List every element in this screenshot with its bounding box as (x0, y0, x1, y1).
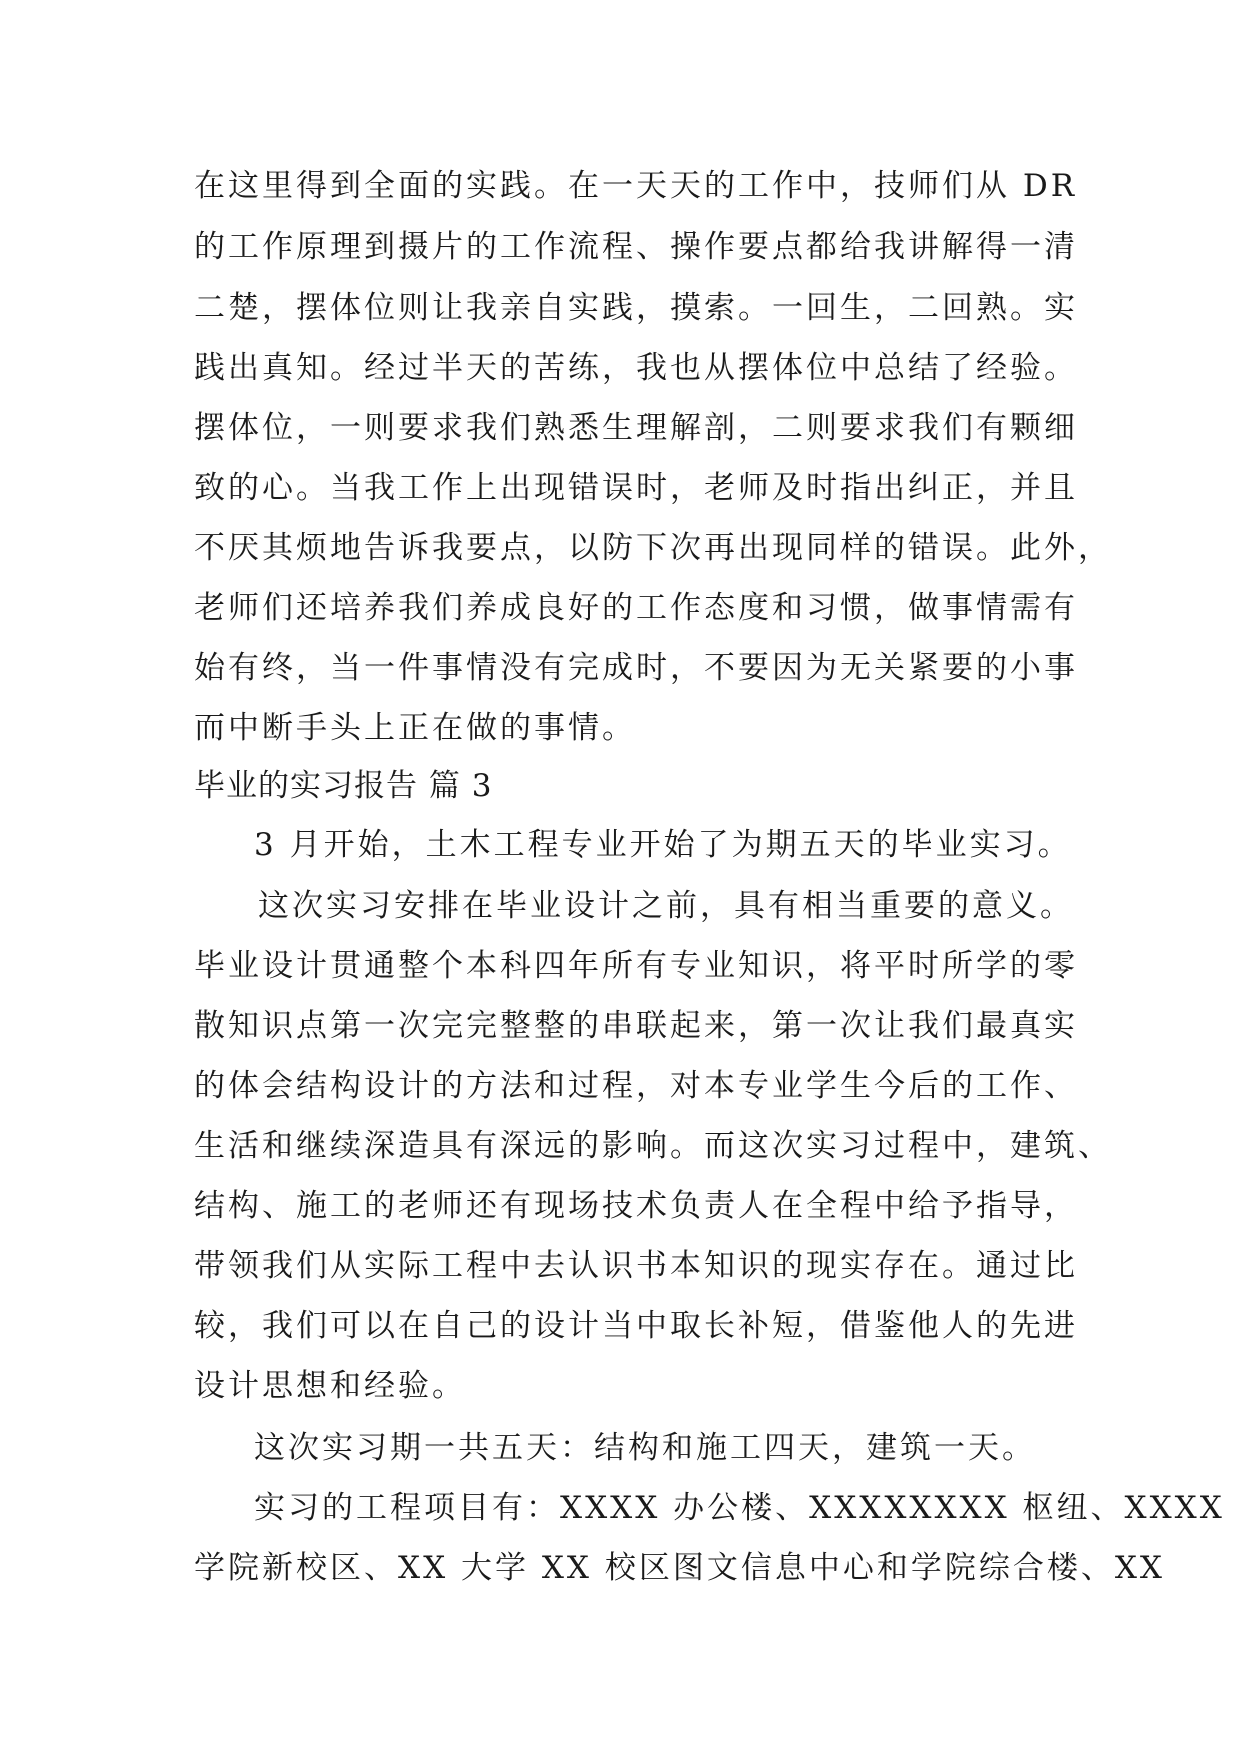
body-text-line: 的工作原理到摄片的工作流程、操作要点都给我讲解得一清 (194, 229, 1078, 265)
body-text-line: 学院新校区、XX 大学 XX 校区图文信息中心和学院综合楼、XX (194, 1550, 1165, 1586)
body-text-line: 致的心。当我工作上出现错误时，老师及时指出纠正，并且 (194, 470, 1078, 506)
body-text-line: 这次实习安排在毕业设计之前，具有相当重要的意义。 (258, 888, 1074, 924)
section-heading: 毕业的实习报告 篇 3 (194, 768, 493, 804)
body-text-line: 带领我们从实际工程中去认识书本知识的现实存在。通过比 (194, 1248, 1078, 1284)
body-text-line: 的体会结构设计的方法和过程，对本专业学生今后的工作、 (194, 1068, 1078, 1104)
body-text-line: 老师们还培养我们养成良好的工作态度和习惯，做事情需有 (194, 590, 1078, 626)
body-text-line: 不厌其烦地告诉我要点，以防下次再出现同样的错误。此外， (194, 530, 1112, 566)
body-text-line: 践出真知。经过半天的苦练，我也从摆体位中总结了经验。 (194, 350, 1078, 386)
body-text-line: 摆体位，一则要求我们熟悉生理解剖，二则要求我们有颗细 (194, 410, 1078, 446)
body-text-line: 较，我们可以在自己的设计当中取长补短，借鉴他人的先进 (194, 1308, 1078, 1344)
body-text-line: 始有终，当一件事情没有完成时，不要因为无关紧要的小事 (194, 650, 1078, 686)
body-text-line: 3 月开始，土木工程专业开始了为期五天的毕业实习。 (254, 827, 1072, 863)
body-text-line: 散知识点第一次完完整整的串联起来，第一次让我们最真实 (194, 1008, 1078, 1044)
body-text-line: 结构、施工的老师还有现场技术负责人在全程中给予指导， (194, 1188, 1078, 1224)
body-text-line: 毕业设计贯通整个本科四年所有专业知识，将平时所学的零 (194, 948, 1078, 984)
body-text-line: 在这里得到全面的实践。在一天天的工作中，技师们从 DR (194, 168, 1078, 204)
body-text-line: 设计思想和经验。 (194, 1368, 466, 1404)
body-text-line: 而中断手头上正在做的事情。 (194, 710, 636, 746)
body-text-line: 实习的工程项目有：XXXX 办公楼、XXXXXXXX 枢纽、XXXX (254, 1490, 1225, 1526)
body-text-line: 这次实习期一共五天：结构和施工四天，建筑一天。 (254, 1430, 1036, 1466)
body-text-line: 二楚，摆体位则让我亲自实践，摸索。一回生，二回熟。实 (194, 290, 1078, 326)
body-text-line: 生活和继续深造具有深远的影响。而这次实习过程中，建筑、 (194, 1128, 1112, 1164)
